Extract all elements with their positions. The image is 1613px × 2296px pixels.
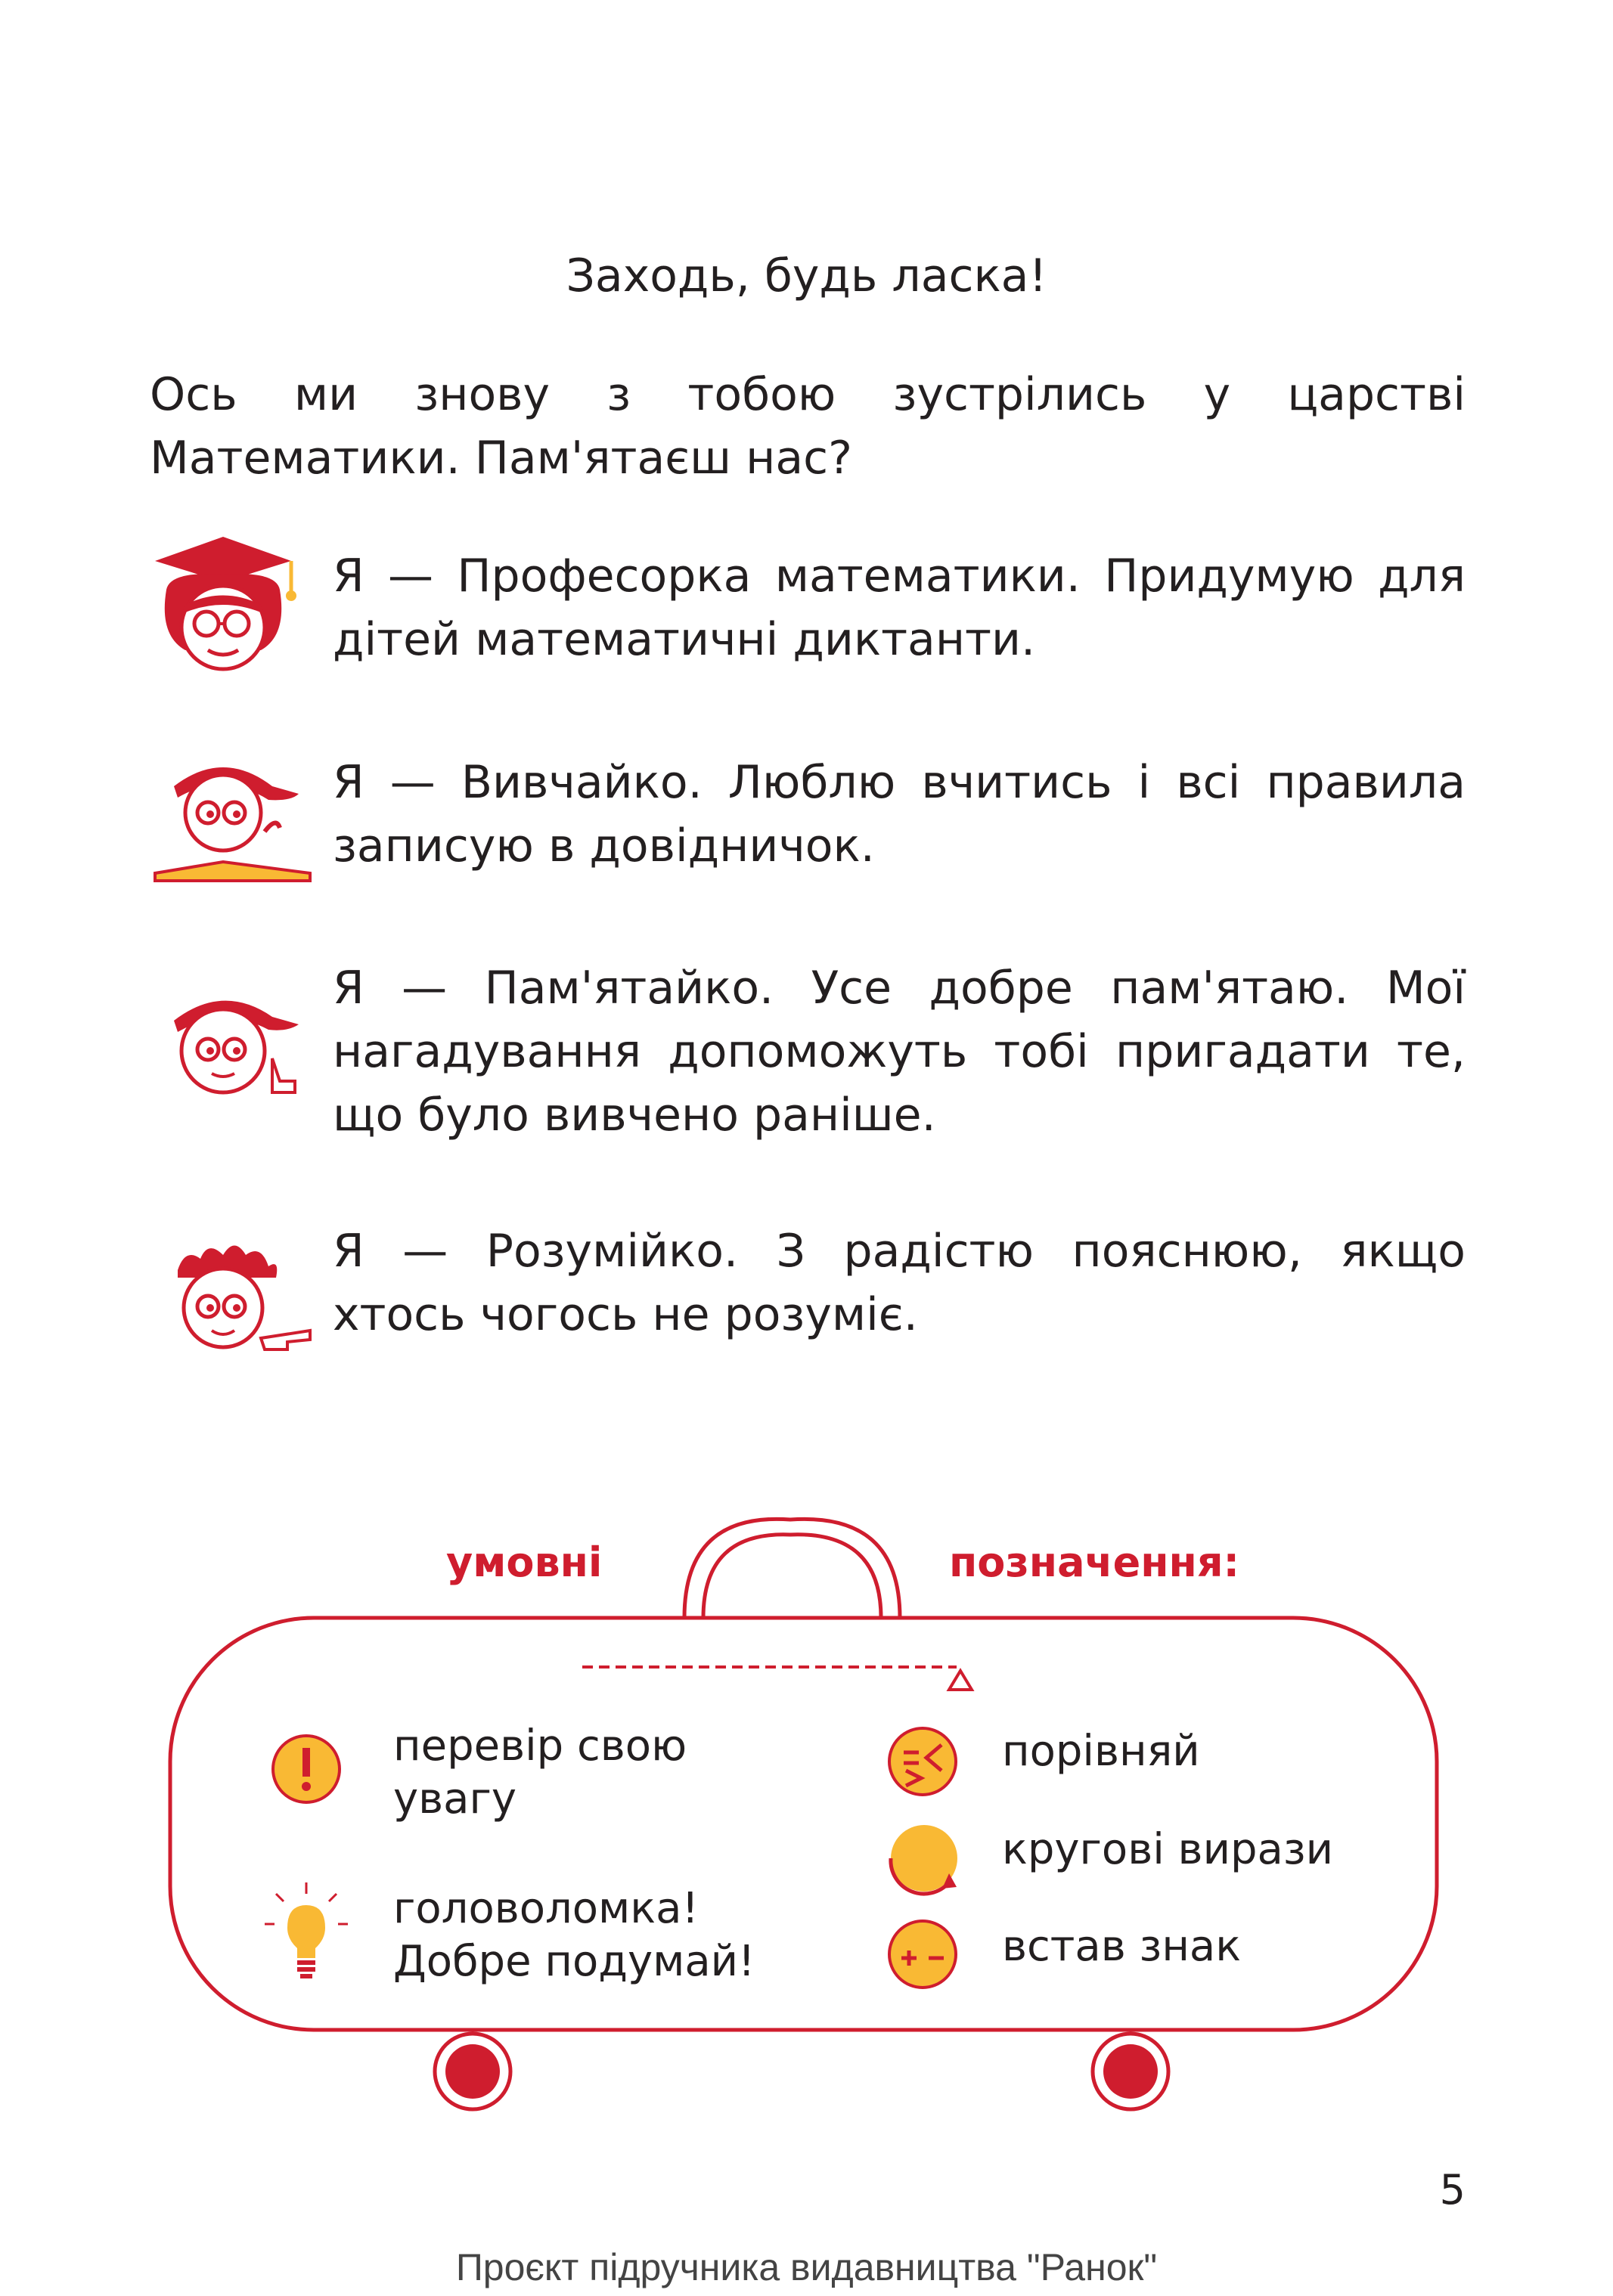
compare-icon: [885, 1724, 960, 1799]
legend-heading-right: позначення:: [949, 1538, 1240, 1586]
lightbulb-icon: [261, 1879, 352, 1985]
character-rozumiiko-text: Я — Розумійко. З радістю пояснюю, якщо хтось чогось не розуміє.: [333, 1225, 1466, 1341]
legend-label-compare: порівняй: [1002, 1727, 1200, 1776]
character-vyvchaiko-text: Я — Вивчайко. Люблю вчитись і всі правила записую в довідничок.: [333, 756, 1466, 872]
exclamation-icon: [268, 1731, 344, 1807]
legend-heading-left: умовні: [446, 1538, 603, 1586]
legend-label-circular: кругові вирази: [1002, 1825, 1333, 1874]
pamiataiko-icon: [147, 968, 321, 1119]
circular-icon: [877, 1814, 968, 1905]
legend-label-attention: перевір свою увагу: [393, 1721, 687, 1823]
plus-minus-icon: [885, 1916, 960, 1992]
rozumiiko-icon: [147, 1225, 321, 1376]
footer-note: Проєкт підручника видавництва "Ранок": [455, 2246, 1158, 2288]
page-number: 5: [1439, 2166, 1466, 2214]
character-professor-text: Я — Професорка математики. Придумую для дітей математичні диктанти.: [333, 550, 1466, 666]
legend-label-insert-sign: встав знак: [1002, 1922, 1242, 1971]
intro-paragraph: Ось ми знову з тобою зустрілись у царстві Математики. Пам'ятаєш нас?: [150, 368, 1466, 485]
legend-suitcase-frame: [0, 1504, 1613, 2124]
page-title: Заходь, будь ласка!: [566, 249, 1047, 302]
professor-icon: [147, 529, 321, 680]
character-pamiataiko-text: Я — Пам'ятайко. Усе добре пам'ятаю. Мої нагадування допоможуть тобі пригадати те, що було вивчено раніше.: [333, 962, 1466, 1142]
legend-label-puzzle: головоломка! Добре подумай!: [393, 1884, 755, 1986]
vyvchaiko-icon: [147, 741, 321, 892]
